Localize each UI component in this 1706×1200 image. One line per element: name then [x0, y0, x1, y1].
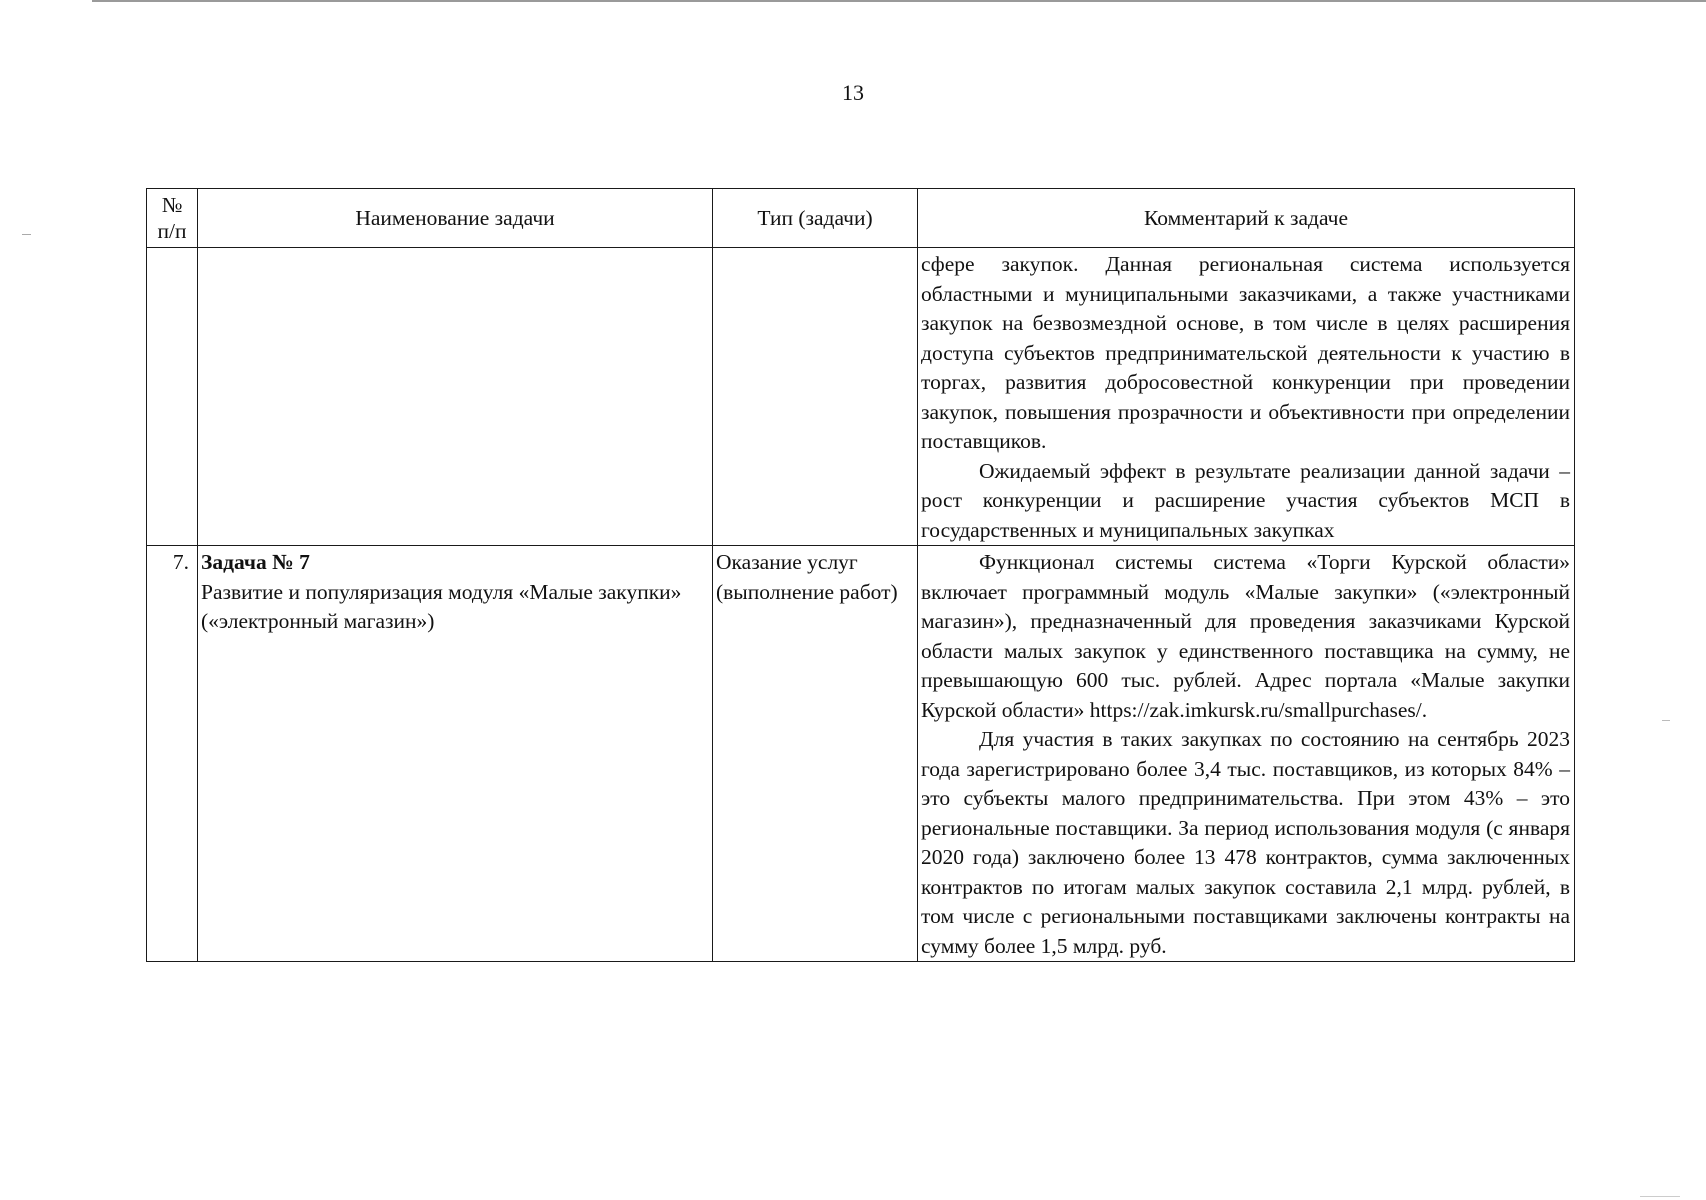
comment-paragraph: Для участия в таких закупках по состоянию на сентябрь 2023 года зарегистрировано более 3,4 тыс. поставщиков, из которых 84% – это субъекты малого предпринимательства. При этом 43% – это региональные поставщики. За период использования модуля (с января 2020 года) заключено более 13 478 контрактов, сумма заключенных контрактов по итогам малых закупок составила 2,1 млрд. рублей, в том числе с региональными поставщиками заключены контракты на сумму более 1,5 млрд. руб.: [921, 727, 1570, 958]
task-name-cell: [198, 546, 713, 962]
header-task-type: Тип (задачи): [713, 189, 918, 248]
task-type-cell: Оказание услуг (выполнение работ): [713, 546, 918, 962]
comment-cell: [918, 546, 1575, 962]
comment-paragraph: сфере закупок. Данная региональная система используется областными и муниципальными заказчиками, а также участниками закупок на безвозмездной основе, в том числе в целях расширения доступа субъектов предпринимательской деятельности к участию в торгах, развития добросовестной конкуренции при проведении закупок, повышения прозрачности и объективности при определении поставщиков.: [921, 252, 1570, 453]
table-row: [147, 546, 1575, 962]
comment-paragraph: Функционал системы система «Торги Курской области» включает программный модуль «Малые закупки» («электронный магазин»), предназначенный для проведения заказчиками Курской области малых закупок у единственного поставщика на сумму, не превышающую 600 тыс. рублей. Адрес портала «Малые закупки Курской области» https://zak.imkursk.ru/smallpurchases/.: [921, 550, 1570, 722]
header-number: № п/п: [147, 189, 198, 248]
scan-mark: [22, 234, 31, 235]
comment-paragraph: Ожидаемый эффект в результате реализации данной задачи – рост конкуренции и расширение участия субъектов МСП в государственных и муниципальных закупках: [921, 458, 1570, 542]
scan-mark: [1662, 720, 1670, 721]
header-task-name: Наименование задачи: [198, 189, 713, 248]
task-title: Задача № 7: [201, 550, 310, 574]
task-name-cell: [198, 248, 713, 546]
task-type-cell: [713, 248, 918, 546]
row-number: 7.: [147, 546, 198, 962]
comment-cell: [918, 248, 1575, 546]
scan-mark: [1640, 1196, 1680, 1197]
task-name: Развитие и популяризация модуля «Малые закупки» («электронный магазин»): [201, 579, 682, 633]
table-header: [147, 189, 1575, 248]
header-comment: Комментарий к задаче: [918, 189, 1575, 248]
page-number: 13: [842, 80, 864, 105]
scan-edge-line: [92, 0, 1706, 2]
header-row: [147, 189, 1575, 248]
table-row: [147, 248, 1575, 546]
tasks-table: [146, 188, 1575, 962]
row-number: [147, 248, 198, 546]
table-body: [147, 248, 1575, 962]
